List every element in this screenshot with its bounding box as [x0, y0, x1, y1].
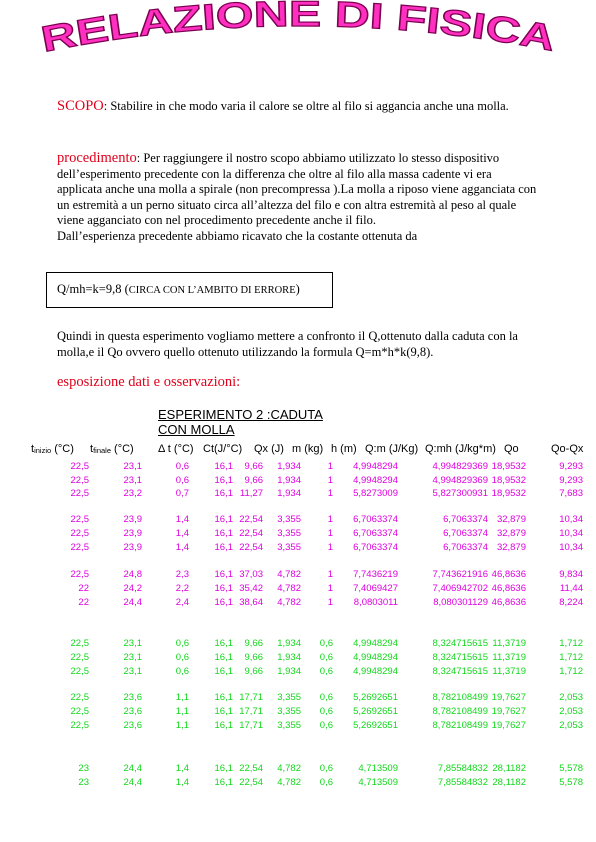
table-cell: 9,66	[244, 666, 263, 677]
table-cell: 16,1	[214, 528, 233, 539]
table-cell: 7,85584832	[437, 763, 488, 774]
table-cell: 16,1	[214, 720, 233, 731]
table-cell: 23	[78, 777, 89, 788]
table-cell: 17,71	[239, 692, 263, 703]
table-cell: 1,4	[175, 763, 189, 774]
table-cell: 2,3	[175, 569, 189, 580]
table-cell: 1,4	[175, 528, 189, 539]
table-cell: 22,5	[70, 528, 89, 539]
table-cell: 32,879	[496, 528, 526, 539]
table-cell: 4,9948294	[353, 666, 398, 677]
table-cell: 1,934	[277, 638, 301, 649]
table-cell: 10,34	[559, 528, 583, 539]
table-cell: 16,1	[214, 692, 233, 703]
table-cell: 23,6	[123, 706, 142, 717]
table-cell: 22,54	[239, 528, 263, 539]
table-cell: 22,5	[70, 569, 89, 580]
table-cell: 22,54	[239, 777, 263, 788]
document-title-text: RELAZIONE DI FISICA	[37, 0, 550, 60]
table-cell: 16,1	[214, 569, 233, 580]
table-cell: 9,66	[244, 638, 263, 649]
table-cell: 22,5	[70, 461, 89, 472]
table-cell: 23,6	[123, 720, 142, 731]
procedimento-text: : Per raggiungere il nostro scopo abbiamo utilizzato lo stesso dispositivo dell’esperimento precedente con la differenza che oltre al filo alla massa cadente vi era applicata anche una molla a spirale (non precompressa ).La molla a riposo viene agganciata con un estremità a un perno situato circa all’altezza del filo e con altra estremità al peso al quale viene agganciato con nel procedimento precedente anche il filo.	[57, 151, 537, 227]
table-cell: 16,1	[214, 583, 233, 594]
table-cell: 22,5	[70, 692, 89, 703]
header-q-m: Q:m (J/Kg)	[365, 443, 419, 455]
table-cell: 0,6	[319, 763, 333, 774]
header-ct: Ct(J/°C)	[203, 443, 243, 455]
table-cell: 2,053	[559, 692, 583, 703]
table-cell: 0,6	[319, 692, 333, 703]
table-cell: 2,053	[559, 720, 583, 731]
table-cell: 1	[327, 583, 333, 594]
table-cell: 3,355	[277, 720, 301, 731]
table-cell: 23,1	[123, 652, 142, 663]
table-cell: 1,1	[175, 720, 189, 731]
formula-main: Q/mh=k=9,8 (	[57, 282, 129, 296]
scopo-label: SCOPO	[57, 98, 104, 114]
table-cell: 16,1	[214, 652, 233, 663]
table-cell: 8,324715615	[432, 638, 488, 649]
table-cell: 19,7627	[491, 720, 526, 731]
table-cell: 0,6	[319, 777, 333, 788]
table-cell: 1	[327, 461, 333, 472]
table-cell: 5,578	[559, 763, 583, 774]
table-cell: 23,1	[123, 666, 142, 677]
table-cell: 16,1	[214, 638, 233, 649]
table-cell: 7,743621916	[432, 569, 488, 580]
table-cell: 16,1	[214, 666, 233, 677]
header-qo: Qo	[504, 443, 519, 455]
table-cell: 1	[327, 475, 333, 486]
formula-text	[57, 282, 300, 297]
table-cell: 4,994829369	[432, 475, 488, 486]
table-cell: 16,1	[214, 706, 233, 717]
table-cell: 22,5	[70, 638, 89, 649]
table-cell: 6,7063374	[353, 514, 398, 525]
table-cell: 0,6	[319, 706, 333, 717]
table-cell: 16,1	[214, 488, 233, 499]
table-cell: 0,6	[319, 652, 333, 663]
table-cell: 9,293	[559, 475, 583, 486]
table-cell: 18,9532	[491, 461, 526, 472]
table-cell: 3,355	[277, 692, 301, 703]
procedimento-label: procedimento	[57, 150, 137, 166]
table-cell: 10,34	[559, 514, 583, 525]
table-cell: 0,6	[175, 638, 189, 649]
table-cell: 23,1	[123, 461, 142, 472]
table-cell: 18,9532	[491, 488, 526, 499]
table-cell: 4,994829369	[432, 461, 488, 472]
table-cell: 0,7	[175, 488, 189, 499]
table-cell: 5,578	[559, 777, 583, 788]
table-cell: 23,1	[123, 638, 142, 649]
table-cell: 9,66	[244, 475, 263, 486]
experiment-title-line1: ESPERIMENTO 2 :CADUTA	[158, 407, 323, 422]
table-cell: 35,42	[239, 583, 263, 594]
table-cell: 7,406942702	[432, 583, 488, 594]
table-cell: 2,4	[175, 597, 189, 608]
table-cell: 22,54	[239, 542, 263, 553]
table-cell: 5,8273009	[353, 488, 398, 499]
table-cell: 1,934	[277, 652, 301, 663]
table-cell: 23	[78, 763, 89, 774]
table-cell: 3,355	[277, 542, 301, 553]
table-cell: 4,713509	[358, 763, 398, 774]
table-cell: 4,9948294	[353, 461, 398, 472]
table-cell: 8,324715615	[432, 666, 488, 677]
table-cell: 23,9	[123, 542, 142, 553]
header-m: m (kg)	[292, 443, 324, 455]
table-cell: 0,6	[319, 720, 333, 731]
formula-close: )	[295, 282, 300, 296]
table-cell: 4,9948294	[353, 638, 398, 649]
table-cell: 1	[327, 528, 333, 539]
table-cell: 0,6	[175, 666, 189, 677]
table-cell: 46,8636	[491, 569, 526, 580]
table-cell: 4,782	[277, 763, 301, 774]
table-cell: 8,782108499	[432, 706, 488, 717]
table-cell: 22,5	[70, 720, 89, 731]
table-cell: 17,71	[239, 706, 263, 717]
table-cell: 4,782	[277, 597, 301, 608]
table-cell: 1,934	[277, 475, 301, 486]
table-cell: 37,03	[239, 569, 263, 580]
table-cell: 17,71	[239, 720, 263, 731]
table-cell: 22,5	[70, 706, 89, 717]
table-cell: 6,7063374	[443, 528, 488, 539]
table-cell: 22,5	[70, 514, 89, 525]
table-cell: 24,4	[123, 597, 142, 608]
table-cell: 46,8636	[491, 597, 526, 608]
table-cell: 7,85584832	[437, 777, 488, 788]
header-delta-t: Δ t (°C)	[158, 443, 194, 455]
table-cell: 1	[327, 514, 333, 525]
table-cell: 1,1	[175, 706, 189, 717]
table-cell: 0,6	[175, 461, 189, 472]
quindi-paragraph: Quindi in questa esperimento vogliamo mettere a confronto il Q,ottenuto dalla caduta con la molla,e il Qo ovvero quello ottenuto utilizzando la formula Q=m*h*k(9,8).	[57, 329, 518, 359]
header-t-finale: $t_{finale}$ (°C)	[90, 443, 134, 455]
table-cell: 1	[327, 597, 333, 608]
scopo-paragraph	[57, 99, 537, 115]
table-cell: 6,7063374	[353, 542, 398, 553]
table-cell: 3,355	[277, 706, 301, 717]
header-qx: Qx (J)	[254, 443, 284, 455]
table-cell: 9,834	[559, 569, 583, 580]
table-cell: 4,9948294	[353, 475, 398, 486]
table-cell: 11,27	[239, 488, 263, 499]
table-cell: 22	[78, 583, 89, 594]
table-cell: 19,7627	[491, 692, 526, 703]
table-cell: 23,1	[123, 475, 142, 486]
table-cell: 9,66	[244, 652, 263, 663]
table-cell: 5,827300931	[432, 488, 488, 499]
table-cell: 24,4	[123, 777, 142, 788]
table-cell: 5,2692651	[353, 706, 398, 717]
table-cell: 16,1	[214, 461, 233, 472]
table-cell: 1,934	[277, 666, 301, 677]
formula-note: CIRCA CON L’AMBITO DI ERRORE	[128, 285, 296, 296]
table-cell: 16,1	[214, 763, 233, 774]
header-qo-qx: Qo-Qx	[551, 443, 584, 455]
table-cell: 38,64	[239, 597, 263, 608]
experiment-title-line2: CON MOLLA	[158, 422, 235, 437]
table-cell: 1,4	[175, 542, 189, 553]
table-cell: 1,712	[559, 638, 583, 649]
table-cell: 8,080301129	[433, 597, 488, 608]
table-cell: 9,66	[244, 461, 263, 472]
table-cell: 24,2	[123, 583, 142, 594]
experiment-title	[158, 407, 323, 437]
table-cell: 18,9532	[491, 475, 526, 486]
table-cell: 22,5	[70, 475, 89, 486]
header-h: h (m)	[331, 443, 357, 455]
table-cell: 1,1	[175, 692, 189, 703]
table-cell: 16,1	[214, 542, 233, 553]
table-cell: 2,053	[559, 706, 583, 717]
table-cell: 6,7063374	[443, 514, 488, 525]
table-cell: 28,1182	[492, 763, 526, 774]
table-cell: 22,5	[70, 488, 89, 499]
procedimento-text-2: Dall’esperienza precedente abbiamo ricavato che la costante ottenuta da	[57, 228, 418, 243]
table-cell: 6,7063374	[353, 528, 398, 539]
table-cell: 1,4	[175, 514, 189, 525]
table-cell: 23,6	[123, 692, 142, 703]
table-cell: 19,7627	[491, 706, 526, 717]
table-cell: 1	[327, 542, 333, 553]
table-cell: 2,2	[175, 583, 189, 594]
table-cell: 23,9	[123, 514, 142, 525]
table-cell: 3,355	[277, 514, 301, 525]
table-cell: 22,5	[70, 542, 89, 553]
table-cell: 22	[78, 597, 89, 608]
table-cell: 8,0803011	[353, 597, 398, 608]
scopo-text: : Stabilire in che modo varia il calore se oltre al filo si aggancia anche una molla.	[103, 99, 509, 113]
table-cell: 1,712	[559, 652, 583, 663]
table-cell: 1,4	[175, 777, 189, 788]
table-cell: 7,683	[559, 488, 583, 499]
table-cell: 0,6	[175, 652, 189, 663]
table-cell: 0,6	[319, 666, 333, 677]
table-cell: 8,324715615	[432, 652, 488, 663]
table-cell: 7,7436219	[353, 569, 398, 580]
table-cell: 32,879	[496, 542, 526, 553]
table-cell: 16,1	[214, 777, 233, 788]
table-cell: 11,3719	[492, 666, 526, 677]
table-cell: 9,293	[559, 461, 583, 472]
table-cell: 16,1	[214, 597, 233, 608]
table-cell: 4,782	[277, 569, 301, 580]
table-cell: 23,9	[123, 528, 142, 539]
table-cell: 4,9948294	[353, 652, 398, 663]
header-q-mh: Q:mh (J/kg*m)	[425, 443, 496, 455]
table-cell: 22,54	[239, 514, 263, 525]
procedimento-paragraph	[57, 151, 537, 244]
table-cell: 3,355	[277, 528, 301, 539]
table-cell: 0,6	[319, 638, 333, 649]
table-cell: 16,1	[214, 514, 233, 525]
table-cell: 4,713509	[358, 777, 398, 788]
table-cell: 24,4	[123, 763, 142, 774]
table-cell: 16,1	[214, 475, 233, 486]
table-cell: 28,1182	[492, 777, 526, 788]
table-cell: 11,3719	[492, 638, 526, 649]
table-cell: 22,5	[70, 666, 89, 677]
table-cell: 6,7063374	[443, 542, 488, 553]
table-cell: 1,934	[277, 461, 301, 472]
table-cell: 5,2692651	[353, 692, 398, 703]
table-cell: 4,782	[277, 777, 301, 788]
esposizione-heading: esposizione dati e osservazioni:	[57, 374, 241, 390]
table-cell: 1,934	[277, 488, 301, 499]
table-cell: 46,8636	[491, 583, 526, 594]
table-cell: 1	[327, 488, 333, 499]
document-title	[36, 0, 566, 80]
table-cell: 8,224	[559, 597, 583, 608]
table-cell: 7,4069427	[353, 583, 398, 594]
table-cell: 22,54	[239, 763, 263, 774]
table-cell: 10,34	[559, 542, 583, 553]
header-t-inizio: $t_{inizio}$ (°C)	[31, 443, 74, 455]
table-cell: 23,2	[123, 488, 142, 499]
table-cell: 8,782108499	[432, 692, 488, 703]
table-cell: 24,8	[123, 569, 142, 580]
table-cell: 1,712	[559, 666, 583, 677]
table-cell: 5,2692651	[353, 720, 398, 731]
table-cell: 11,3719	[492, 652, 526, 663]
table-cell: 32,879	[496, 514, 526, 525]
table-cell: 1	[327, 569, 333, 580]
table-cell: 0,6	[175, 475, 189, 486]
table-cell: 8,782108499	[432, 720, 488, 731]
table-cell: 4,782	[277, 583, 301, 594]
table-cell: 22,5	[70, 652, 89, 663]
table-cell: 11,44	[559, 583, 583, 594]
